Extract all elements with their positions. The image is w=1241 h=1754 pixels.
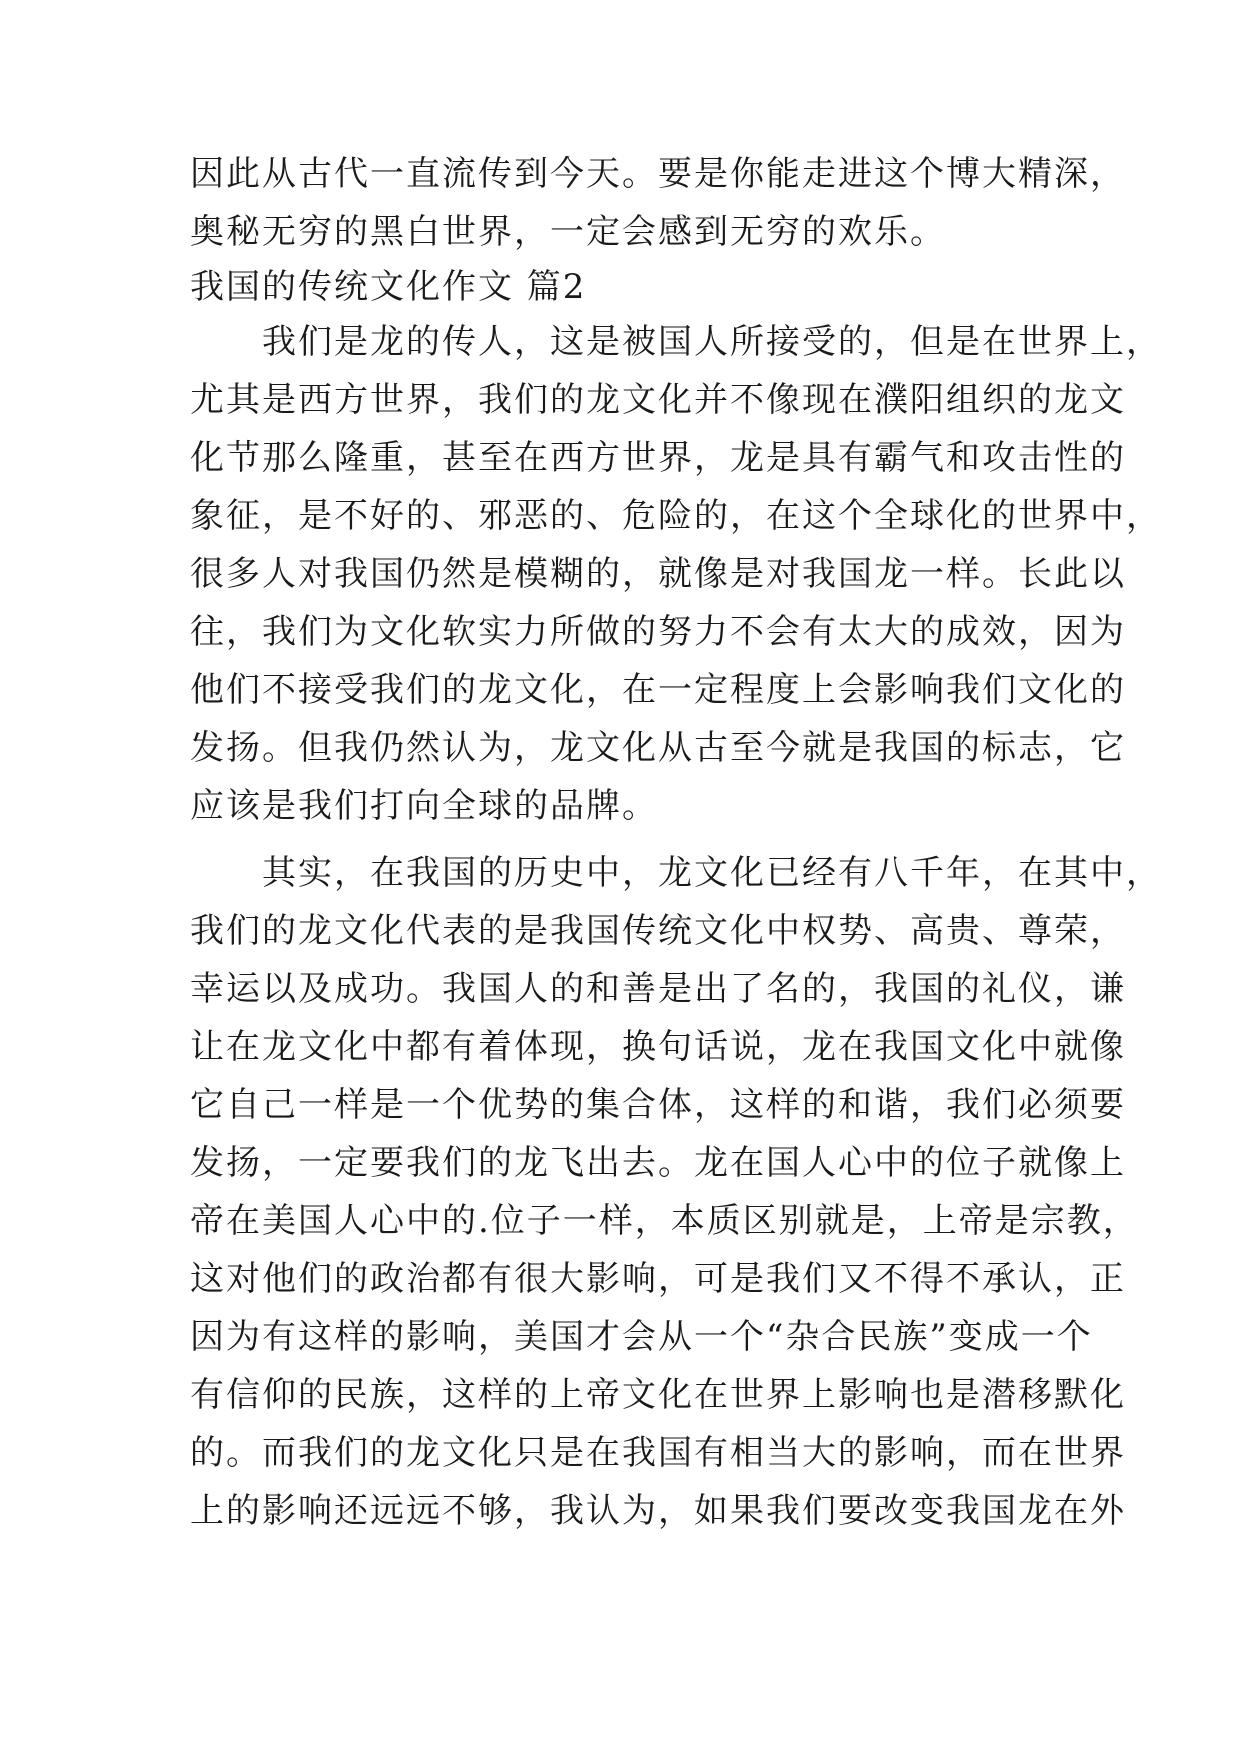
- text-line: 应该是我们打向全球的品牌。: [190, 786, 658, 826]
- text-line: 我们是龙的传人，这是被国人所接受的，但是在世界上，: [190, 322, 1162, 362]
- text-line: 因为有这样的影响，美国才会从一个“杂合民族”变成一个: [190, 1317, 1093, 1357]
- text-line: 帝在美国人心中的.位子一样，本质区别就是，上帝是宗教，: [190, 1201, 1139, 1241]
- text-line: 我们的龙文化代表的是我国传统文化中权势、高贵、尊荣，: [190, 911, 1126, 951]
- text-line: 有信仰的民族，这样的上帝文化在世界上影响也是潜移默化: [190, 1375, 1126, 1415]
- text-line: 他们不接受我们的龙文化，在一定程度上会影响我们文化的: [190, 670, 1126, 710]
- text-line: 很多人对我国仍然是模糊的，就像是对我国龙一样。长此以: [190, 554, 1126, 594]
- text-line: 的。而我们的龙文化只是在我国有相当大的影响，而在世界: [190, 1433, 1126, 1473]
- text-line: 化节那么隆重，甚至在西方世界，龙是具有霸气和攻击性的: [190, 438, 1126, 478]
- text-line: 往，我们为文化软实力所做的努力不会有太大的成效，因为: [190, 612, 1126, 652]
- section-heading: 我国的传统文化作文 篇2: [190, 267, 587, 307]
- text-line: 象征，是不好的、邪恶的、危险的，在这个全球化的世界中，: [190, 496, 1162, 536]
- text-line: 尤其是西方世界，我们的龙文化并不像现在濮阳组织的龙文: [190, 380, 1126, 420]
- text-line: 上的影响还远远不够，我认为，如果我们要改变我国龙在外: [190, 1491, 1126, 1531]
- text-line: 它自己一样是一个优势的集合体，这样的和谐，我们必须要: [190, 1085, 1126, 1125]
- text-line: 发扬，一定要我们的龙飞出去。龙在国人心中的位子就像上: [190, 1143, 1126, 1183]
- text-line: 让在龙文化中都有着体现，换句话说，龙在我国文化中就像: [190, 1027, 1126, 1067]
- text-line: 发扬。但我仍然认为，龙文化从古至今就是我国的标志，它: [190, 728, 1126, 768]
- text-line: 因此从古代一直流传到今天。要是你能走进这个博大精深，: [190, 154, 1126, 194]
- text-line: 幸运以及成功。我国人的和善是出了名的，我国的礼仪，谦: [190, 969, 1126, 1009]
- text-line: 这对他们的政治都有很大影响，可是我们又不得不承认，正: [190, 1259, 1126, 1299]
- text-line: 奥秘无穷的黑白世界，一定会感到无穷的欢乐。: [190, 212, 946, 252]
- text-line: 其实，在我国的历史中，龙文化已经有八千年，在其中，: [190, 853, 1162, 893]
